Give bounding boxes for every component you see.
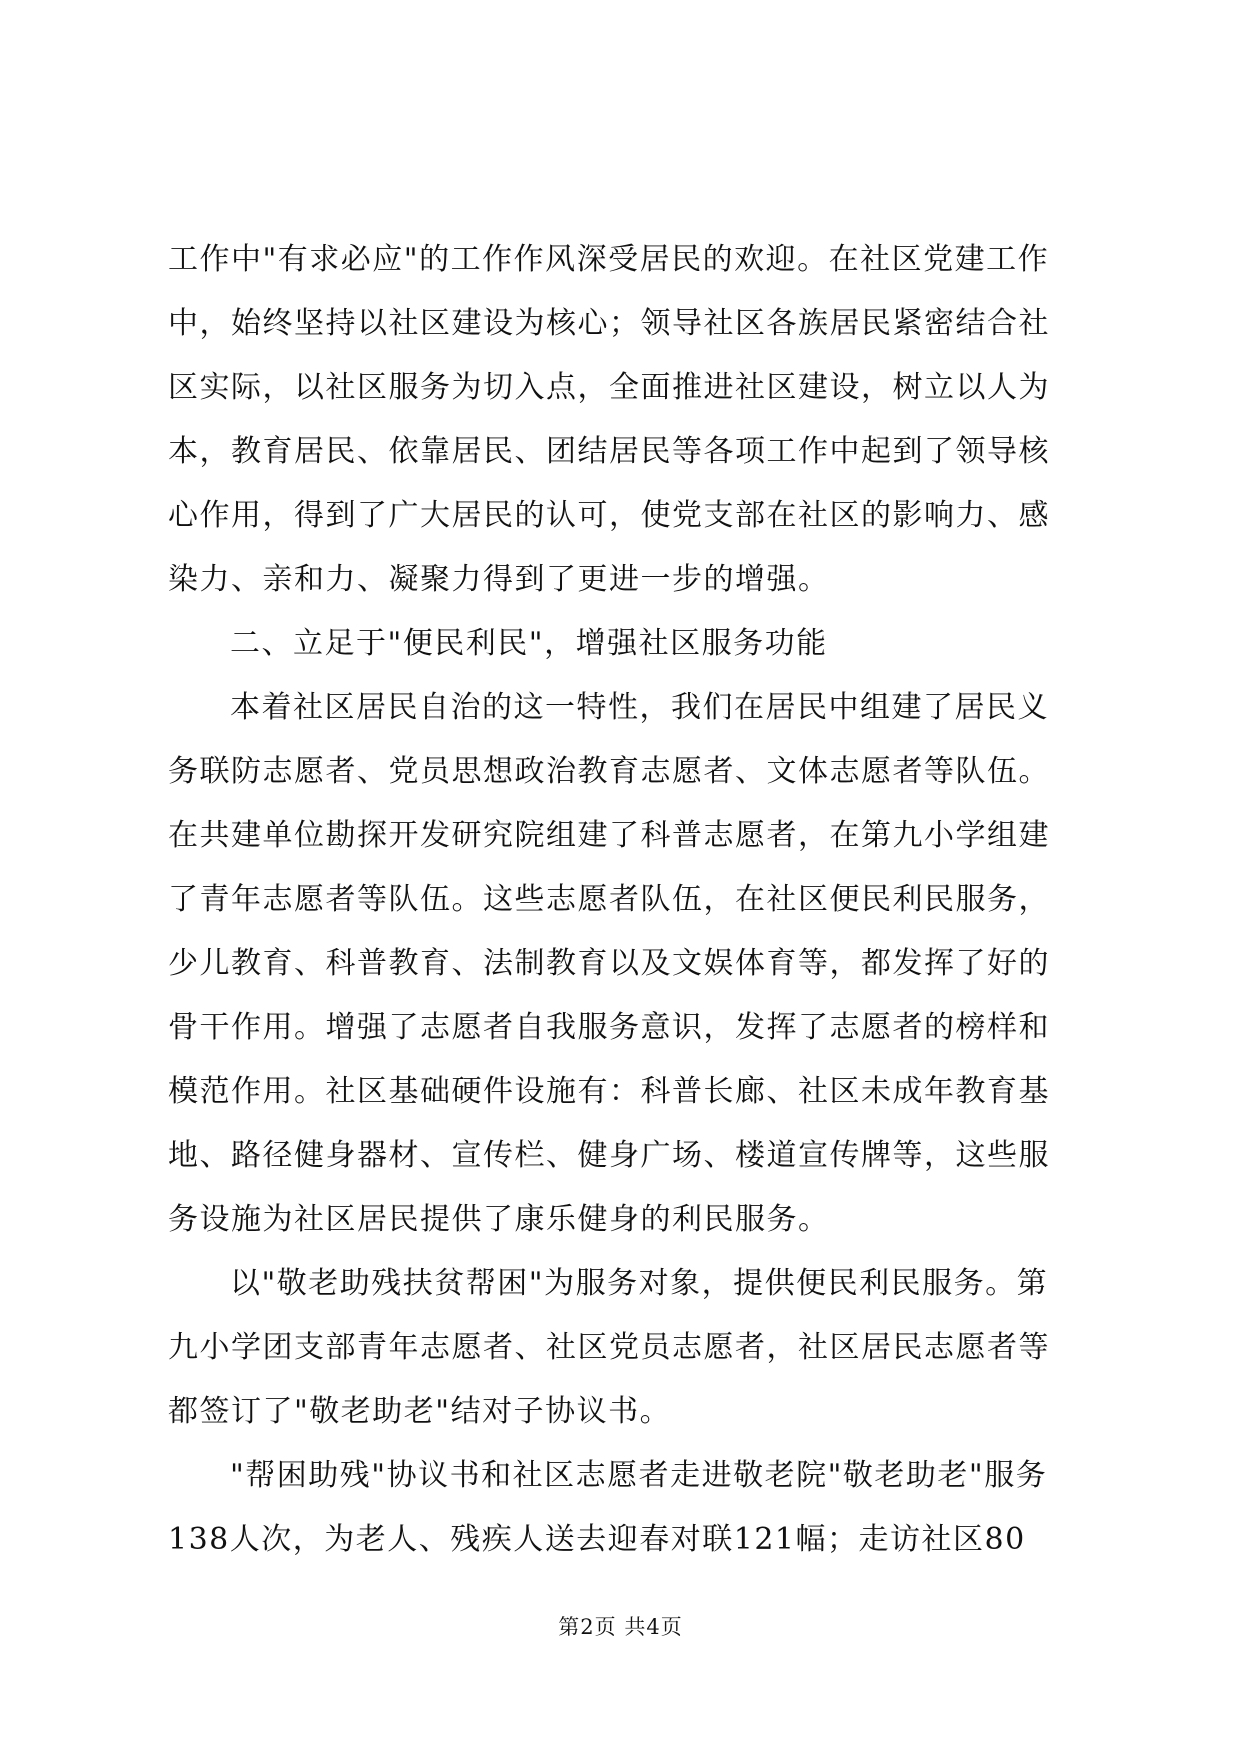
text-line: 中，始终坚持以社区建设为核心；领导社区各族居民紧密结合社 [168, 306, 1050, 341]
text-line: 在共建单位勘探开发研究院组建了科普志愿者，在第九小学组建 [168, 818, 1050, 853]
text-line: 本着社区居民自治的这一特性，我们在居民中组建了居民义 [230, 690, 1049, 725]
text-line: 染力、亲和力、凝聚力得到了更进一步的增强。 [168, 562, 830, 597]
text-line: 心作用，得到了广大居民的认可，使党支部在社区的影响力、感 [168, 498, 1050, 533]
text-line: 模范作用。社区基础硬件设施有：科普长廊、社区未成年教育基 [168, 1074, 1050, 1109]
document-body [168, 228, 1090, 1572]
text-line: 骨干作用。增强了志愿者自我服务意识，发挥了志愿者的榜样和 [168, 1010, 1050, 1045]
text-line: 以"敬老助残扶贫帮困"为服务对象，提供便民利民服务。第 [230, 1266, 1049, 1301]
text-line: 工作中"有求必应"的工作作风深受居民的欢迎。在社区党建工作 [168, 242, 1050, 277]
text-line: 九小学团支部青年志愿者、社区党员志愿者，社区居民志愿者等 [168, 1330, 1050, 1365]
section-heading: 二、立足于"便民利民"，增强社区服务功能 [230, 626, 828, 661]
text-line: "帮困助残"协议书和社区志愿者走进敬老院"敬老助老"服务 [230, 1458, 1048, 1493]
text-line: 少儿教育、科普教育、法制教育以及文娱体育等，都发挥了好的 [168, 946, 1050, 981]
page-number-footer: 第2页 共4页 [558, 1615, 683, 1639]
text-line: 地、路径健身器材、宣传栏、健身广场、楼道宣传牌等，这些服 [168, 1138, 1050, 1173]
text-line: 务联防志愿者、党员思想政治教育志愿者、文体志愿者等队伍。 [168, 754, 1050, 789]
text-line: 了青年志愿者等队伍。这些志愿者队伍，在社区便民利民服务， [168, 882, 1050, 917]
text-line: 都签订了"敬老助老"结对子协议书。 [168, 1394, 672, 1429]
text-line: 务设施为社区居民提供了康乐健身的利民服务。 [168, 1202, 830, 1237]
text-line: 本，教育居民、依靠居民、团结居民等各项工作中起到了领导核 [168, 434, 1050, 469]
text-line: 138人次，为老人、残疾人送去迎春对联121幅；走访社区80 [168, 1522, 1026, 1557]
text-line: 区实际，以社区服务为切入点，全面推进社区建设，树立以人为 [168, 370, 1050, 405]
